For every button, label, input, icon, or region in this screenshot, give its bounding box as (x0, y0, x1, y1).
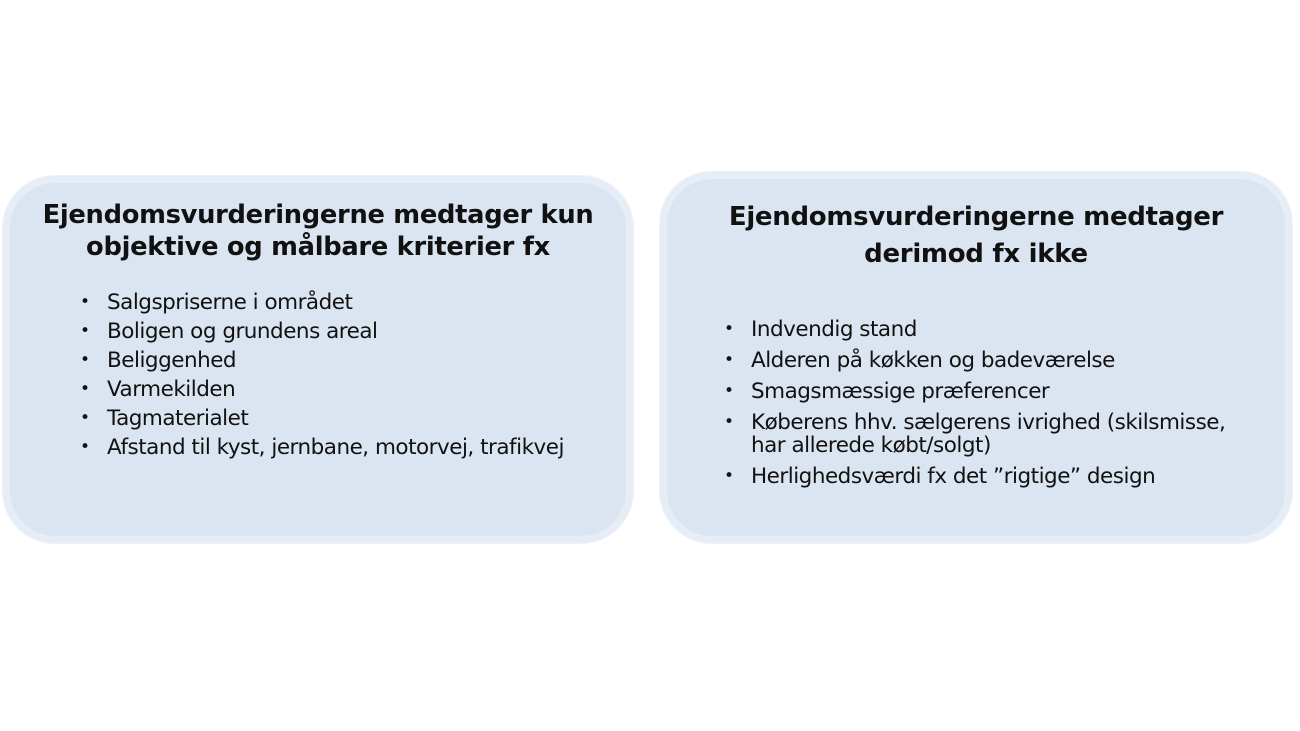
bullet-icon: • (724, 412, 734, 432)
list-item: • Beliggenhed (80, 348, 237, 373)
list-item: • Alderen på køkken og badeværelse (724, 348, 1115, 373)
excluded-criteria-card (660, 172, 1292, 543)
included-criteria-list (76, 288, 626, 462)
excluded-criteria-list (720, 318, 1285, 488)
list-item: • Herlighedsværdi fx det ”rigtige” design (724, 464, 1156, 489)
bullet-icon: • (724, 319, 734, 339)
bullet-icon: • (80, 321, 90, 341)
list-item: • Boligen og grundens areal (80, 319, 378, 344)
bullet-icon: • (80, 437, 90, 457)
bullet-icon: • (80, 292, 90, 312)
excluded-criteria-title (667, 179, 1285, 273)
included-criteria-card (3, 176, 633, 543)
bullet-icon: • (80, 379, 90, 399)
bullet-icon: • (724, 350, 734, 370)
list-item: • Indvendig stand (724, 317, 917, 342)
included-title-line2: objektive og målbare kriterier fx (86, 232, 550, 262)
excluded-title-line2: derimod fx ikke (864, 239, 1088, 269)
bullet-icon: • (724, 381, 734, 401)
included-title-line1: Ejendomsvurderingerne medtager kun (42, 200, 594, 230)
list-item: • Varmekilden (80, 377, 236, 402)
list-item: • Køberens hhv. sælgerens ivrighed (skilsmisse, har allerede købt/solgt) (724, 410, 1226, 458)
list-item: • Smagsmæssige præferencer (724, 379, 1050, 404)
included-criteria-title (13, 183, 623, 263)
list-item: • Afstand til kyst, jernbane, motorvej, trafikvej (80, 435, 564, 460)
list-item: • Tagmaterialet (80, 406, 249, 431)
excluded-title-line1: Ejendomsvurderingerne medtager (728, 202, 1224, 232)
bullet-icon: • (80, 350, 90, 370)
list-item: • Salgspriserne i området (80, 290, 353, 315)
bullet-icon: • (80, 408, 90, 428)
bullet-icon: • (724, 466, 734, 486)
